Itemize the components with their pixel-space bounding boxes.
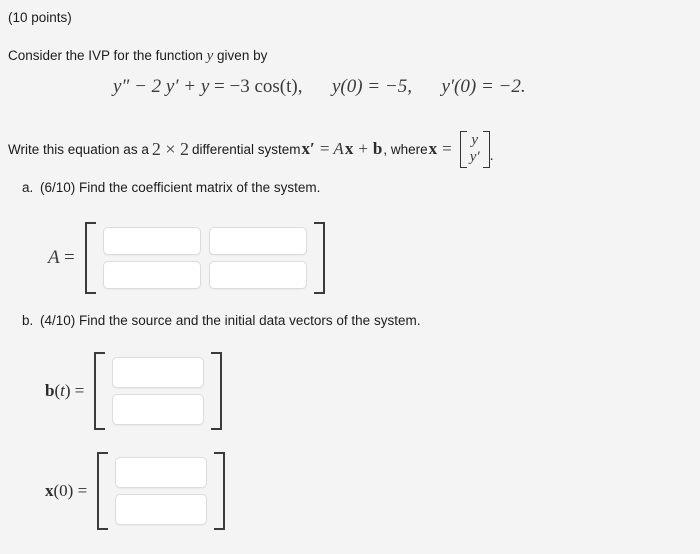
vector-bracket-right-icon — [483, 131, 490, 168]
vector-b-cells — [105, 352, 211, 430]
matrix-bracket-right-icon — [314, 222, 325, 294]
vector-row — [115, 457, 207, 488]
ode-right-side: −3 cos(t), — [229, 76, 303, 97]
vector-b-paren-close: ) — [64, 381, 71, 400]
system-lhs-symbol: x′ — [301, 139, 315, 159]
x-component-2: y′ — [469, 149, 480, 166]
vector-x0-paren-open: ( — [53, 481, 60, 500]
vector-bracket-right-icon — [211, 352, 222, 430]
vector-bracket-right-icon — [214, 452, 225, 530]
x-component-1: y — [471, 132, 479, 148]
intro-text-before: Consider the IVP for the function — [8, 48, 207, 63]
x-symbol: x — [428, 139, 438, 159]
matrix-A-symbol: A — [48, 247, 60, 268]
system-vector-b-symbol: b — [372, 139, 383, 159]
vector-b-symbol: b — [45, 381, 55, 400]
matrix-bracket-left-icon — [85, 222, 96, 294]
part-b-prompt — [22, 313, 420, 328]
sentence-period: . — [489, 147, 494, 164]
ode-equals-sign: = — [214, 76, 225, 97]
vector-x0-paren-close: ) — [67, 481, 74, 500]
display-equation — [113, 76, 526, 98]
system-plus-sign: + — [358, 139, 368, 159]
initial-condition-yprime0: y′(0) = −2. — [441, 76, 526, 97]
write-text-part1: Write this equation as a — [8, 141, 149, 157]
initial-condition-y0: y(0) = −5, — [331, 76, 412, 97]
system-vector-x-symbol: x — [344, 139, 354, 159]
matrix-A-cells — [96, 222, 314, 294]
vector-x0-symbol: x — [45, 481, 54, 500]
vector-bracket-left-icon — [97, 452, 108, 530]
part-a-text: (6/10) Find the coefficient matrix of the system. — [40, 180, 321, 195]
write-text-part2: differential system — [191, 141, 301, 157]
write-as-system-instruction — [8, 131, 493, 168]
vector-x0-answer-group — [45, 452, 225, 530]
matrix-a11-input[interactable] — [103, 227, 201, 255]
system-matrix-A-symbol: A — [333, 139, 344, 159]
matrix-A-equals-sign: = — [64, 247, 75, 268]
vector-b-row2-input[interactable] — [112, 394, 204, 425]
vector-row — [112, 394, 204, 425]
write-text-part3: , where — [383, 141, 428, 157]
matrix-A-label — [48, 247, 85, 269]
system-dimension: 2 × 2 — [151, 138, 189, 159]
vector-b-brackets — [94, 352, 222, 430]
part-a-prompt — [22, 180, 320, 195]
matrix-a22-input[interactable] — [209, 261, 307, 289]
vector-x0-equals-sign: = — [77, 481, 88, 500]
vector-bracket-left-icon — [460, 131, 467, 168]
vector-b-label — [45, 381, 94, 401]
vector-x0-cells — [108, 452, 214, 530]
part-b-label: b. — [22, 313, 34, 328]
vector-row — [115, 494, 207, 525]
vector-b-equals-sign: = — [74, 381, 85, 400]
vector-row — [112, 357, 204, 388]
matrix-a21-input[interactable] — [103, 261, 201, 289]
intro-sentence — [8, 47, 267, 65]
vector-b-row1-input[interactable] — [112, 357, 204, 388]
ode-left-side: y″ − 2 y′ + y — [113, 76, 210, 97]
matrix-A-answer-group — [48, 222, 325, 294]
matrix-row — [103, 261, 307, 289]
vector-x0-row1-input[interactable] — [115, 457, 207, 488]
vector-x0-variable: 0 — [59, 481, 68, 500]
points-label: (10 points) — [8, 10, 72, 25]
part-a-label: a. — [22, 180, 34, 195]
matrix-a12-input[interactable] — [209, 227, 307, 255]
system-equals-sign: = — [319, 139, 330, 159]
vector-b-paren-open: ( — [54, 381, 61, 400]
x-column-vector — [460, 131, 490, 168]
x-vector-components — [467, 131, 483, 168]
intro-variable: y — [206, 48, 214, 64]
vector-bracket-left-icon — [94, 352, 105, 430]
intro-text-after: given by — [213, 48, 268, 63]
matrix-row — [103, 227, 307, 255]
x-equals-sign: = — [442, 139, 452, 159]
part-b-text: (4/10) Find the source and the initial data vectors of the system. — [40, 313, 421, 328]
vector-b-answer-group — [45, 352, 222, 430]
vector-x0-label — [45, 481, 97, 501]
matrix-A-brackets — [85, 222, 325, 294]
vector-x0-brackets — [97, 452, 225, 530]
vector-x0-row2-input[interactable] — [115, 494, 207, 525]
vector-b-variable: t — [60, 381, 65, 400]
